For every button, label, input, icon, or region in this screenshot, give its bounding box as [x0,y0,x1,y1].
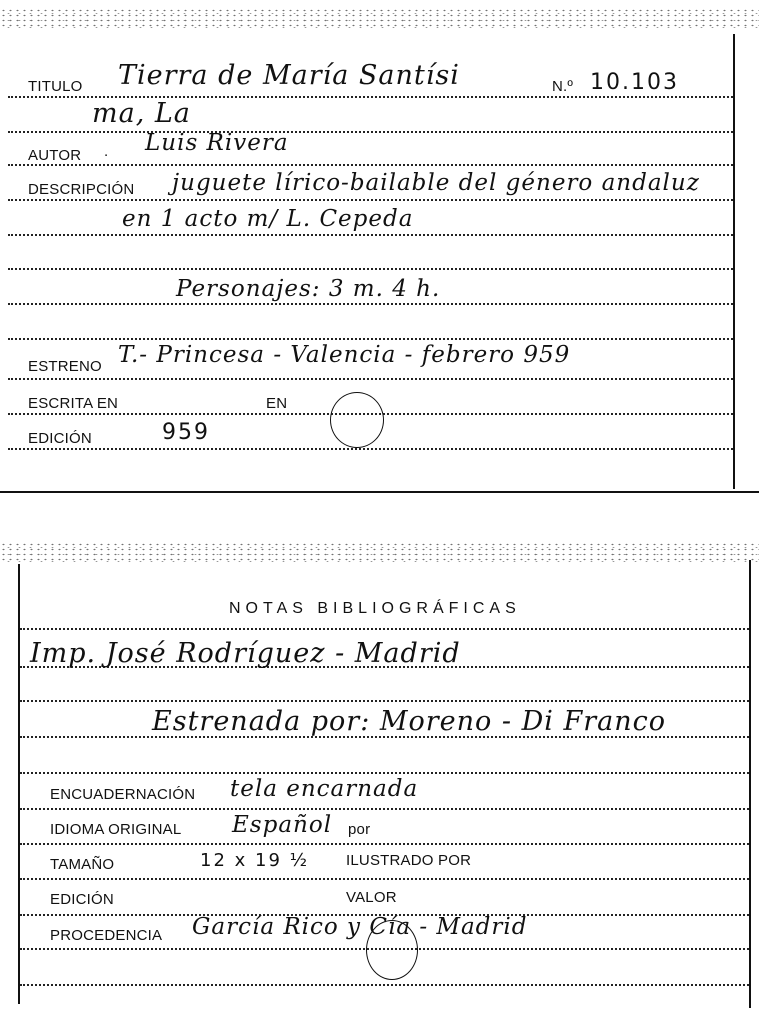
idioma-value: Español [232,812,333,838]
catalog-card-back [0,540,759,1028]
estreno-value: T.- Princesa - Valencia - febrero 959 [118,342,571,368]
tamano-value: 12 x 19 ½ [200,850,310,871]
ilustrado-label: ILUSTRADO POR [346,852,472,869]
ruled-line [8,164,733,166]
procedencia-value: García Rico y Cía - Madrid [192,914,528,940]
titulo-label: TITULO [28,78,83,95]
notas-line-1: Imp. José Rodríguez - Madrid [30,638,461,669]
card-right-border [749,560,751,1008]
estreno-label: ESTRENO [28,358,102,375]
ruled-line [20,772,749,774]
procedencia-label: PROCEDENCIA [50,927,163,944]
ruled-line [20,984,749,986]
autor-value: Luis Rivera [145,130,289,156]
catalog-card-front [0,0,759,500]
notas-heading: NOTAS BIBLIOGRÁFICAS [229,600,521,617]
valor-label: VALOR [346,889,397,906]
punch-hole-mark [366,920,418,980]
escrita-en-label: ESCRITA EN [28,395,119,412]
ruled-line [20,843,749,845]
ruled-line [8,234,733,236]
personajes-note: Personajes: 3 m. 4 h. [176,276,441,302]
titulo-value-line1: Tierra de María Santísi [118,60,460,91]
numero-label: N.º [552,78,574,95]
por-label: por [348,821,371,838]
autor-dot: . [104,143,109,160]
en-label: EN [266,395,288,412]
ruled-line [20,878,749,880]
card-right-border [733,34,735,489]
edicion-value: 959 [162,420,210,445]
descripcion-value-line1: juguete lírico-bailable del género andaluz [172,170,700,196]
idioma-label: IDIOMA ORIGINAL [50,821,182,838]
ruled-line [8,338,733,340]
encuadernacion-value: tela encarnada [230,776,419,802]
ruled-line [8,268,733,270]
encuadernacion-label: ENCUADERNACIÓN [50,786,196,803]
edicion-label: EDICIÓN [50,891,114,908]
tamano-label: TAMAÑO [50,856,115,873]
notas-line-2: Estrenada por: Moreno - Di Franco [152,706,666,737]
card-top-edge [0,8,759,28]
titulo-value-line2: ma, La [92,98,191,129]
ruled-line [8,448,733,450]
ruled-line [20,628,749,630]
ruled-line [20,700,749,702]
ruled-line [8,131,733,133]
card-top-edge [0,542,759,562]
numero-value: 10.103 [590,70,679,95]
descripcion-label: DESCRIPCIÓN [28,181,135,198]
ruled-line [20,808,749,810]
ruled-line [8,199,733,201]
card-left-border [18,564,20,1004]
descripcion-value-line2: en 1 acto m/ L. Cepeda [122,206,414,232]
ruled-line [8,303,733,305]
punch-hole-mark [330,392,384,448]
card-bottom-edge [0,491,759,493]
edicion-label: EDICIÓN [28,430,92,447]
autor-label: AUTOR [28,147,82,164]
ruled-line [8,378,733,380]
